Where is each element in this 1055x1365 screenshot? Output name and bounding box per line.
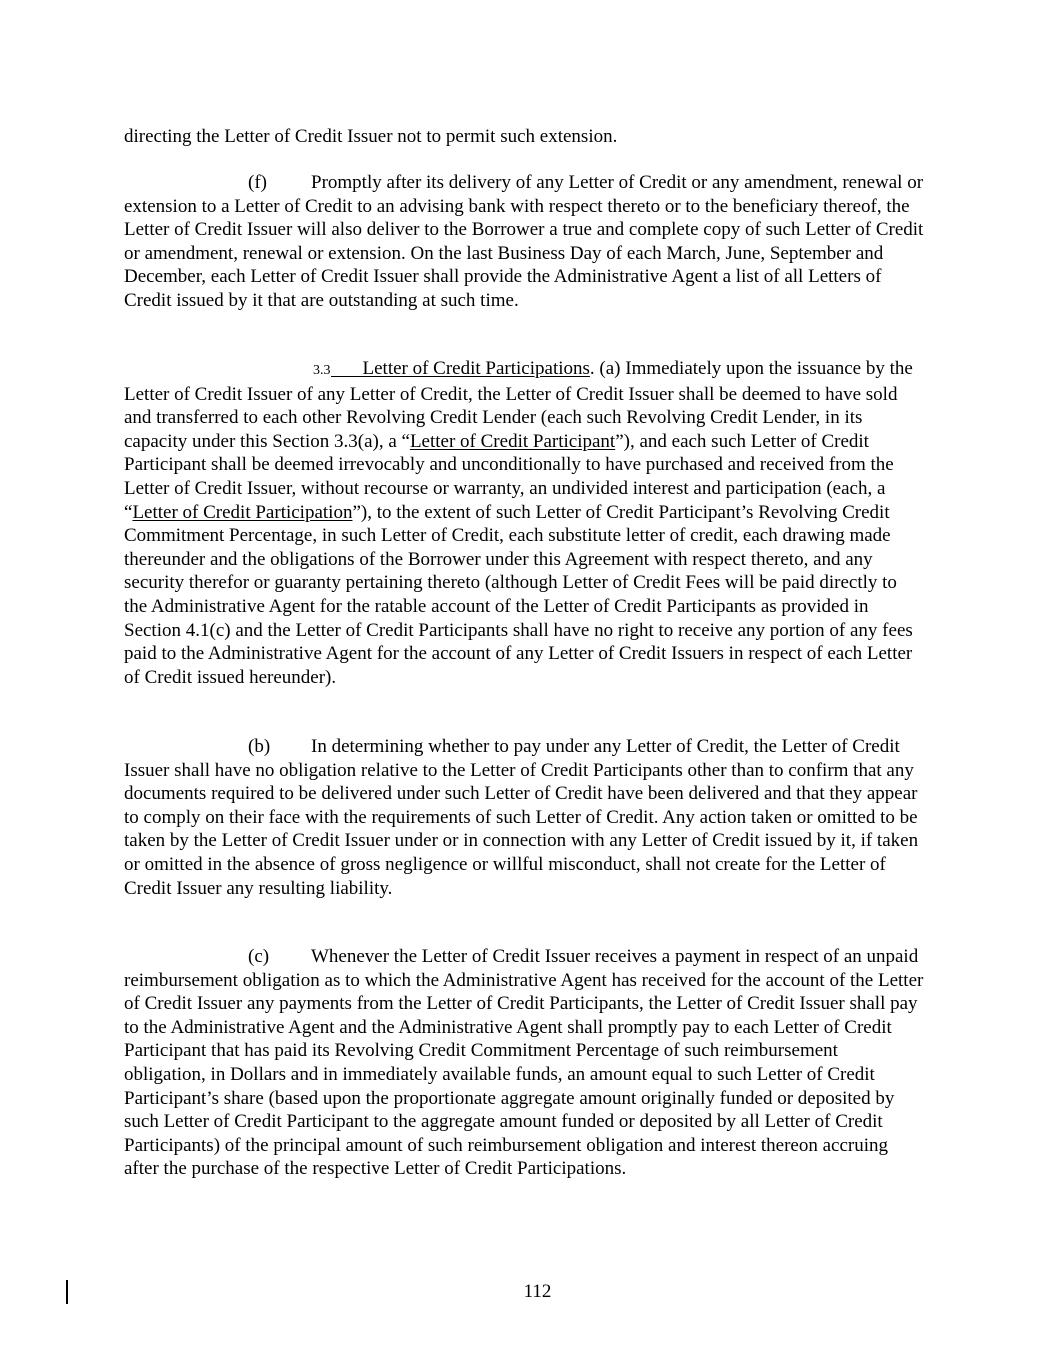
paragraph-b [124,735,924,900]
paragraph-c-text: Whenever the Letter of Credit Issuer receives a payment in respect of an unpaid reimbursement obligation as to which the Administrative Agent has received for the account of the Letter of Credit Issuer any payments from the Letter of Credit Participants, the Letter of Credit Issuer shall pay to the Administrative Agent and the Administrative Agent shall promptly pay to each Letter of Credit Participant that has paid its Revolving Credit Commitment Percentage of such reimbursement obligation, in Dollars and in immediately available funds, an amount equal to such Letter of Credit Participant’s share (based upon the proportionate aggregate amount originally funded or deposited by such Letter of Credit Participant to the aggregate amount funded or deposited by all Letter of Credit Participants) of the principal amount of such reimbursement obligation and interest thereon accruing after the purchase of the respective Letter of Credit Participations. [124,946,924,1180]
section-text-a: . (a) Immediately upon the issuance by the Letter of Credit Issuer of any Letter of Credit, the Letter of Credit Issuer shall be deemed to have sold and transferred to each other Revolving Credit Lender (each such Revolving Credit Lender, in its capacity under this Section 3.3(a), a “ [124,358,913,452]
continuation-paragraph [124,125,924,149]
defined-term-participant: Letter of Credit Participant [409,430,616,452]
paragraph-c [124,945,924,1181]
paragraph-f-text: Promptly after its delivery of any Letter of Credit or any amendment, renewal or extension to a Letter of Credit to an advising bank with respect thereto or to the beneficiary thereof, the Letter of Credit Issuer will also deliver to the Borrower a true and complete copy of such Letter of Credit or amendment, renewal or extension. On the last Business Day of each March, June, September and December, each Letter of Credit Issuer shall provide the Administrative Agent a list of all Letters of Credit issued by it that are outstanding at such time. [124,172,924,311]
defined-term-participation: Letter of Credit Participation [132,501,353,523]
paragraph-b-label: (b) [248,736,271,757]
section-number-underline-gap [331,358,363,377]
continuation-text: directing the Letter of Credit Issuer not to permit such extension. [124,126,618,147]
section-text-b: ”), and each such Letter of Credit Participant shall be deemed irrevocably and unconditionally to have purchased and received from the Letter of Credit Issuer, without recourse or warranty, an undivided interest and participation (each, a “ [124,430,894,523]
paragraph-c-label: (c) [248,946,270,967]
section-3-3 [124,357,924,689]
section-heading: Letter of Credit Participations [362,358,590,379]
section-number: 3.3 [313,363,331,378]
page-number: 112 [523,1281,552,1302]
paragraph-f-label: (f) [248,172,267,193]
paragraph-b-text: In determining whether to pay under any Letter of Credit, the Letter of Credit Issuer shall have no obligation relative to the Letter of Credit Participants other than to confirm that any documents required to be delivered under such Letter of Credit have been delivered and that they appear to comply on their face with the requirements of such Letter of Credit. Any action taken or omitted to be taken by the Letter of Credit Issuer under or in connection with any Letter of Credit issued by it, if taken or omitted in the absence of gross negligence or willful misconduct, shall not create for the Letter of Credit Issuer any resulting liability. [124,736,919,899]
section-text-c: ”), to the extent of such Letter of Credit Participant’s Revolving Credit Commitment Percentage, in such Letter of Credit, each substitute letter of credit, each drawing made thereunder and the obligations of the Borrower under this Agreement with respect thereto, and any security therefor or guaranty pertaining thereto (although Letter of Credit Fees will be paid directly to the Administrative Agent for the ratable account of the Letter of Credit Participants as provided in Section 4.1(c) and the Letter of Credit Participants shall have no right to receive any portion of any fees paid to the Administrative Agent for the account of any Letter of Credit Issuers in respect of each Letter of Credit issued hereunder). [124,501,913,688]
paragraph-f [124,171,924,313]
